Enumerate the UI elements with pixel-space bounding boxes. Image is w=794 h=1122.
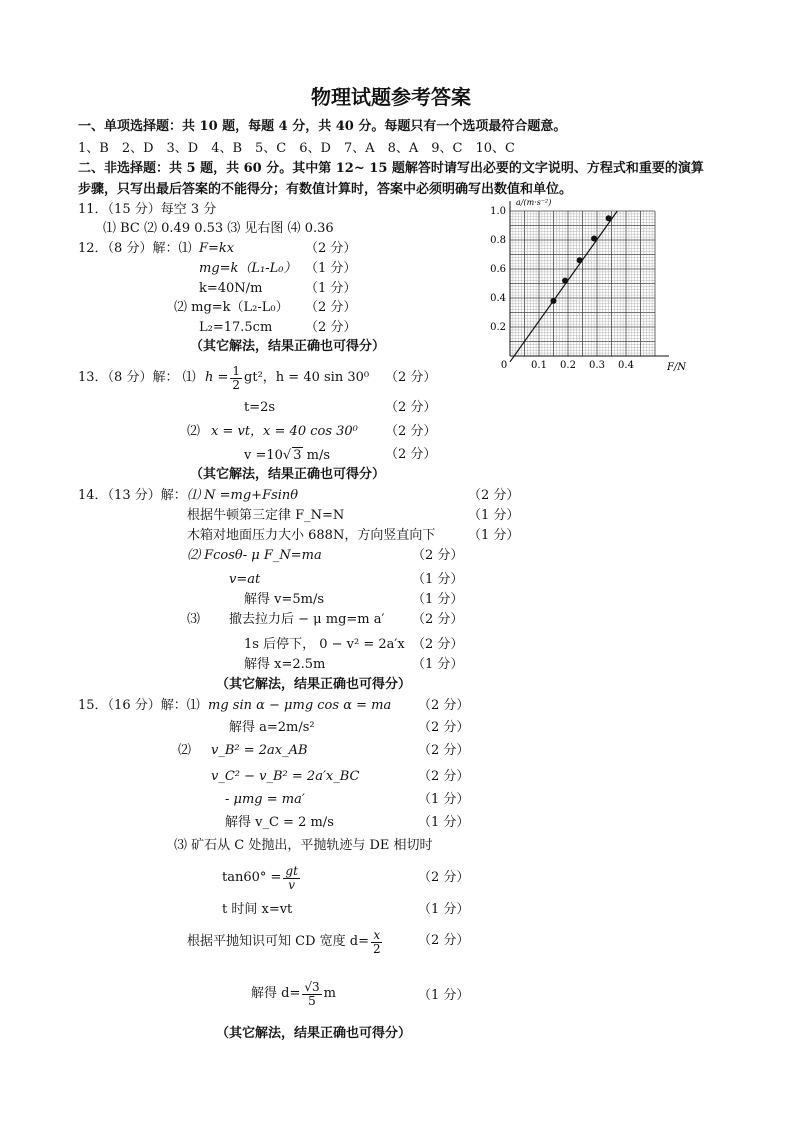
q13-score2: （2 分）	[385, 400, 437, 415]
q12-score1: （2 分）	[305, 241, 357, 256]
q15-score10: （1 分）	[418, 988, 470, 1003]
q11-heading: 11．（15 分）每空 3 分	[78, 202, 217, 217]
a-f-graph	[488, 196, 688, 371]
q12-line1: F=kx	[199, 241, 235, 256]
q15-score6: （1 分）	[418, 815, 470, 830]
q14-line4: ⑵ Fcosθ- μ F_N=ma	[187, 548, 322, 563]
q14-heading: 14．（13 分）解：	[78, 488, 187, 503]
x-tick-label: 0.1	[531, 360, 547, 371]
q15-line10: 根据平抛知识可知 CD 宽度 d= $\frac{x}{2}$	[187, 927, 381, 956]
section2-heading-line1: 二、非选择题：共 5 题，共 60 分。其中第 12~ 15 题解答时请写出必要的文字说明、方程式和重要的演算	[78, 161, 704, 176]
q14-line3: 木箱对地面压力大小 688N，方向竖直向下	[187, 528, 436, 543]
q15-line9: t 时间 x=vt	[222, 902, 293, 917]
q13-score3: （2 分）	[385, 424, 437, 439]
q15-line3-num: ⑵	[178, 743, 192, 758]
q13-line1	[205, 362, 369, 394]
q14-note: （其它解法，结果正确也可得分）	[216, 677, 412, 692]
q13-score4: （2 分）	[385, 447, 437, 462]
x-axis-label: F/N	[667, 362, 687, 371]
q13-heading: 13．（8 分）解： ⑴	[78, 370, 196, 385]
q14-score-top2: （1 分）	[468, 508, 520, 523]
q14-line6: 解得 v=5m/s	[244, 592, 325, 607]
q12-line3: k=40N/m	[199, 281, 263, 296]
q14-line5: v=at	[229, 572, 261, 587]
origin-label: 0	[500, 360, 508, 371]
q14-line7-num: ⑶	[187, 612, 201, 627]
q14-score-top1: （2 分）	[468, 488, 520, 503]
q13-score1: （2 分）	[385, 370, 437, 385]
data-point	[562, 278, 568, 284]
q15-note: （其它解法，结果正确也可得分）	[216, 1026, 412, 1041]
x-tick-label: 0.3	[589, 360, 605, 371]
q13-h: h =	[205, 370, 229, 385]
q15-line2: 解得 a=2m/s²	[229, 720, 315, 735]
q14-score2: （1 分）	[412, 572, 464, 587]
section1-answers: 1、B 2、D 3、D 4、B 5、C 6、D 7、A 8、A 9、C 10、C	[78, 141, 515, 156]
section1-heading: 一、单项选择题：共 10 题，每题 4 分，共 40 分。每题只有一个选项最符合题意。	[78, 119, 567, 134]
q13-line3: x = vt，x = 40 cos 30⁰	[211, 424, 358, 439]
q13-line4: v =10√ 3 m/s	[244, 448, 331, 463]
q15-score2: （2 分）	[418, 720, 470, 735]
q15-line11: 解得 d= $\frac{√3}{5}$ m	[251, 979, 336, 1008]
q14-line9: 解得 x=2.5m	[244, 657, 326, 672]
x-tick-label: 0.2	[560, 360, 576, 371]
data-point	[551, 298, 557, 304]
y-tick-label: 0.8	[490, 235, 506, 246]
q15-line5: - μmg = ma′	[225, 792, 305, 807]
q12-line5: L₂=17.5cm	[199, 320, 273, 335]
q14-line7: 撤去拉力后 − μ mg=m a′	[229, 612, 385, 627]
q15-score5: （1 分）	[418, 792, 470, 807]
q15-score1: （2 分）	[418, 698, 470, 713]
half-fraction: $\frac{1}{2}$	[232, 363, 241, 392]
q13-eq1: gt²，h = 40 sin 30⁰	[244, 370, 370, 385]
q13-note: （其它解法，结果正确也可得分）	[190, 467, 386, 482]
q12-heading: 12．（8 分）解：⑴	[78, 241, 192, 256]
q12-score5: （2 分）	[305, 320, 357, 335]
q15-line7: ⑶ 矿石从 C 处抛出，平抛轨迹与 DE 相切时	[174, 838, 433, 853]
x-tick-label: 0.4	[618, 360, 634, 371]
q14-score-top3: （1 分）	[468, 528, 520, 543]
y-tick-label: 0.6	[490, 264, 506, 275]
y-axis-label: a/(m·s⁻²)	[516, 198, 552, 207]
y-tick-label: 0.2	[490, 322, 506, 333]
q15-line4: v_C² − v_B² = 2a′x_BC	[211, 769, 360, 784]
q12-note: （其它解法，结果正确也可得分）	[190, 339, 386, 354]
q14-line8: 1s 后停下， 0 − v² = 2a′x	[244, 637, 405, 652]
cd-width-fraction: $\frac{x}{2}$	[372, 927, 381, 956]
q15-score9: （2 分）	[418, 933, 470, 948]
q15-score3: （2 分）	[418, 743, 470, 758]
data-point	[606, 215, 612, 221]
section2-heading-line2: 步骤，只写出最后答案的不能得分；有数值计算时，答案中必须明确写出数值和单位。	[78, 182, 573, 197]
tan-fraction: $\frac{gt}{v}$	[285, 863, 298, 892]
q14-score3: （1 分）	[412, 592, 464, 607]
data-point	[591, 236, 597, 242]
q14-score5: （2 分）	[412, 637, 464, 652]
q15-score4: （2 分）	[418, 769, 470, 784]
q12-score4: （2 分）	[305, 300, 357, 315]
q15-line8: tan60° = $\frac{gt}{v}$	[222, 863, 298, 892]
q13-line2: t=2s	[244, 400, 276, 415]
q14-score1: （2 分）	[412, 548, 464, 563]
q15-line6: 解得 v_C = 2 m/s	[225, 815, 334, 830]
q13-line3-num: ⑵	[187, 424, 201, 439]
q11-answers: ⑴ BC ⑵ 0.49 0.53 ⑶ 见右图 ⑷ 0.36	[103, 221, 334, 236]
q15-line3: v_B² = 2ax_AB	[211, 743, 308, 758]
q12-score3: （1 分）	[305, 281, 357, 296]
y-tick-label: 1.0	[490, 206, 506, 217]
y-tick-label: 0.4	[490, 293, 506, 304]
q15-heading: 15．（16 分）解：⑴	[78, 698, 200, 713]
data-point	[577, 257, 583, 263]
q12-score2: （1 分）	[305, 261, 357, 276]
sqrt-sign: √	[282, 448, 292, 463]
q14-line2: 根据牛顿第三定律 F_N=N	[187, 508, 345, 523]
q15-line1: mg sin α − μmg cos α = ma	[208, 698, 392, 713]
q14-line1: ⑴ N =mg+Fsinθ	[187, 488, 299, 503]
q15-score8: （1 分）	[418, 902, 470, 917]
q12-line2: mg=k（L₁-L₀）	[199, 261, 297, 276]
q15-score7: （2 分）	[418, 870, 470, 885]
q14-score4: （2 分）	[412, 612, 464, 627]
d-result-fraction: $\frac{√3}{5}$	[304, 979, 320, 1008]
q14-score6: （1 分）	[412, 657, 464, 672]
page-title: 物理试题参考答案	[311, 85, 471, 109]
q12-line4: ⑵ mg=k（L₂-L₀）	[174, 300, 289, 315]
